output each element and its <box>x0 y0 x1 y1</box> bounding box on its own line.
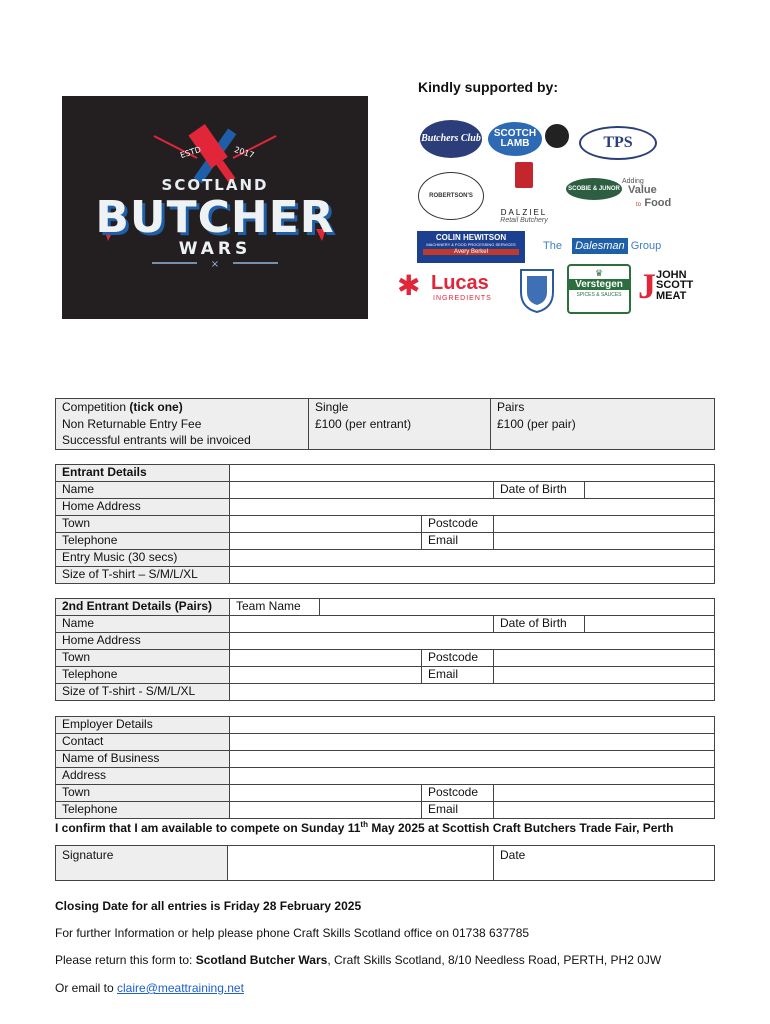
invoiced-note: Successful entrants will be invoiced <box>62 433 251 447</box>
telephone-field[interactable] <box>230 533 422 550</box>
employer-details-heading: Employer Details <box>56 717 230 734</box>
email2-label: Email <box>422 667 494 684</box>
team-name-field[interactable] <box>320 599 715 616</box>
adding-value-line-c: to <box>636 202 642 208</box>
return-event-name: Scotland Butcher Wars <box>195 953 328 967</box>
verstegen-logo <box>567 264 631 314</box>
postcode-label: Postcode <box>422 516 494 533</box>
dob-field[interactable] <box>585 482 715 499</box>
competition-label: Competition <box>62 400 130 414</box>
business-name-label: Name of Business <box>56 751 230 768</box>
signature-field[interactable] <box>228 846 494 881</box>
return-address: , Craft Skills Scotland, 8/10 Needless Road, PERTH, PH2 0JW <box>327 953 662 967</box>
tshirt-size-label: Size of T-shirt – S/M/L/XL <box>56 567 230 584</box>
single-label: Single <box>315 400 349 414</box>
adding-value-logo <box>622 178 672 208</box>
employer-town-field[interactable] <box>230 785 422 802</box>
robertsons-logo: ROBERTSON'S <box>418 172 484 220</box>
dalziel-logo <box>494 160 554 226</box>
lucas-star-icon: ✱ <box>397 270 421 301</box>
name2-label: Name <box>56 616 230 633</box>
supported-by-heading: Kindly supported by: <box>418 79 558 95</box>
logo-scotland: SCOTLAND <box>161 176 269 194</box>
contact-label: Contact <box>56 734 230 751</box>
entrant-details-table <box>55 464 715 584</box>
employer-email-field[interactable] <box>494 802 715 819</box>
return-address-text <box>55 953 661 967</box>
telephone-label: Telephone <box>56 533 230 550</box>
scobie-junor-logo: SCOBIE & JUNOR <box>566 178 622 200</box>
dob2-field[interactable] <box>585 616 715 633</box>
dob-label: Date of Birth <box>494 482 585 499</box>
closing-date-text: Closing Date for all entries is Friday 28 February 2025 <box>55 899 362 913</box>
employer-details-table <box>55 716 715 819</box>
john-scott-line-meat: MEAT <box>656 289 687 302</box>
employer-address-label: Address <box>56 768 230 785</box>
contact-field[interactable] <box>230 734 715 751</box>
adding-value-line-b: Value <box>628 184 657 196</box>
avery-berkel-label: Avery Berkel <box>423 249 519 255</box>
logo-estd: ESTD <box>179 144 203 161</box>
name-field[interactable] <box>230 482 494 499</box>
tps-logo: TPS <box>579 126 657 160</box>
entry-fee-label: Non Returnable Entry Fee <box>62 416 202 431</box>
signature-date-field[interactable]: Date <box>494 846 715 881</box>
dalziel-mark-icon <box>515 162 533 188</box>
team-name-label: Team Name <box>230 599 320 616</box>
tshirt-size2-label: Size of T-shirt - S/M/L/XL <box>56 684 230 701</box>
dalesman-name: Dalesman <box>572 238 628 254</box>
name2-field[interactable] <box>230 616 494 633</box>
confirm-text-a: I confirm that I am available to compete on Sunday 11 <box>55 821 361 835</box>
employer-town-label: Town <box>56 785 230 802</box>
town-field[interactable] <box>230 516 422 533</box>
entry-music-label: Entry Music (30 secs) <box>56 550 230 567</box>
verstegen-sub: SPICES & SAUCES <box>576 292 622 298</box>
tshirt-size-field[interactable] <box>230 567 715 584</box>
postcode2-field[interactable] <box>494 650 715 667</box>
postcode2-label: Postcode <box>422 650 494 667</box>
lucas-ingredients-logo <box>397 270 505 306</box>
employer-header-blank <box>230 717 715 734</box>
return-prefix: Please return this form to: <box>55 953 196 967</box>
dob2-label: Date of Birth <box>494 616 585 633</box>
lucas-sub: INGREDIENTS <box>433 295 492 302</box>
home-address-field[interactable] <box>230 499 715 516</box>
crest-logo-icon <box>515 266 559 314</box>
entry-music-field[interactable] <box>230 550 715 567</box>
competition-table <box>55 398 715 450</box>
email-field[interactable] <box>494 533 715 550</box>
second-entrant-heading: 2nd Entrant Details (Pairs) <box>56 599 230 616</box>
logo-butcher: BUTCHER <box>95 192 335 243</box>
telephone2-field[interactable] <box>230 667 422 684</box>
logo-wars: WARS <box>178 239 252 259</box>
telephone2-label: Telephone <box>56 667 230 684</box>
john-scott-line-scott: SCOTT <box>656 279 694 292</box>
email2-field[interactable] <box>494 667 715 684</box>
signature-table <box>55 845 715 881</box>
dalziel-sub: Retail Butchery <box>500 217 548 224</box>
tshirt-size2-field[interactable] <box>230 684 715 701</box>
email-link[interactable]: claire@meattraining.net <box>117 981 244 995</box>
home-address2-field[interactable] <box>230 633 715 650</box>
name-label: Name <box>56 482 230 499</box>
confirm-text-b: May 2025 at Scottish Craft Butchers Trade Fair, Perth <box>367 821 674 835</box>
entrant-header-blank <box>230 465 715 482</box>
info-text: For further Information or help please phone Craft Skills Scotland office on 01738 637785 <box>55 926 530 940</box>
dalesman-group-logo <box>543 238 668 258</box>
colin-hewitson-sub: MACHINERY & FOOD PROCESSING SERVICES <box>426 242 516 247</box>
employer-postcode-label: Postcode <box>422 785 494 802</box>
employer-email-label: Email <box>422 802 494 819</box>
second-entrant-table <box>55 598 715 701</box>
home-address2-label: Home Address <box>56 633 230 650</box>
email-prefix: Or email to <box>55 981 118 995</box>
scotland-butcher-wars-logo <box>62 96 368 319</box>
scotch-beef-badge-icon <box>545 124 569 148</box>
lucas-name: Lucas <box>431 272 489 294</box>
logo-year: 2017 <box>233 145 256 160</box>
john-scott-j-icon: J <box>638 266 656 306</box>
availability-confirmation <box>55 820 673 835</box>
employer-postcode-field[interactable] <box>494 785 715 802</box>
entrant-details-heading: Entrant Details <box>56 465 230 482</box>
adding-value-line-d: Food <box>644 197 672 209</box>
competition-cell <box>56 399 309 450</box>
postcode-field[interactable] <box>494 516 715 533</box>
adding-value-line-a: Adding <box>622 178 644 185</box>
town-label: Town <box>56 516 230 533</box>
employer-telephone-field[interactable] <box>230 802 422 819</box>
employer-telephone-label: Telephone <box>56 802 230 819</box>
pairs-label: Pairs <box>497 400 525 414</box>
dalesman-the: The <box>543 240 562 252</box>
business-name-field[interactable] <box>230 751 715 768</box>
pairs-price: £100 (per pair) <box>497 416 576 431</box>
john-scott-line-john: JOHN <box>656 269 687 281</box>
colin-hewitson-name: COLIN HEWITSON <box>435 233 507 242</box>
single-option-cell[interactable] <box>309 399 491 450</box>
verstegen-name: Verstegen <box>569 279 629 290</box>
town2-field[interactable] <box>230 650 422 667</box>
pairs-option-cell[interactable] <box>491 399 715 450</box>
employer-address-field[interactable] <box>230 768 715 785</box>
colin-hewitson-logo <box>417 231 525 263</box>
signature-label: Signature <box>56 846 228 881</box>
butchers-club-logo: Butchers Club <box>420 120 482 158</box>
john-scott-meat-logo <box>638 268 698 308</box>
confirm-sup: th <box>360 820 368 829</box>
town2-label: Town <box>56 650 230 667</box>
scotch-lamb-logo: SCOTCH LAMB <box>488 122 542 156</box>
dalziel-name: DALZIEL <box>500 208 548 217</box>
email-label: Email <box>422 533 494 550</box>
single-price: £100 (per entrant) <box>315 416 412 431</box>
verstegen-crown-icon: ♛ <box>594 268 604 278</box>
home-address-label: Home Address <box>56 499 230 516</box>
competition-tick-one: (tick one) <box>129 400 183 414</box>
dalesman-group: Group <box>630 240 662 252</box>
email-instruction <box>55 981 244 995</box>
svg-text:×: × <box>210 259 220 270</box>
